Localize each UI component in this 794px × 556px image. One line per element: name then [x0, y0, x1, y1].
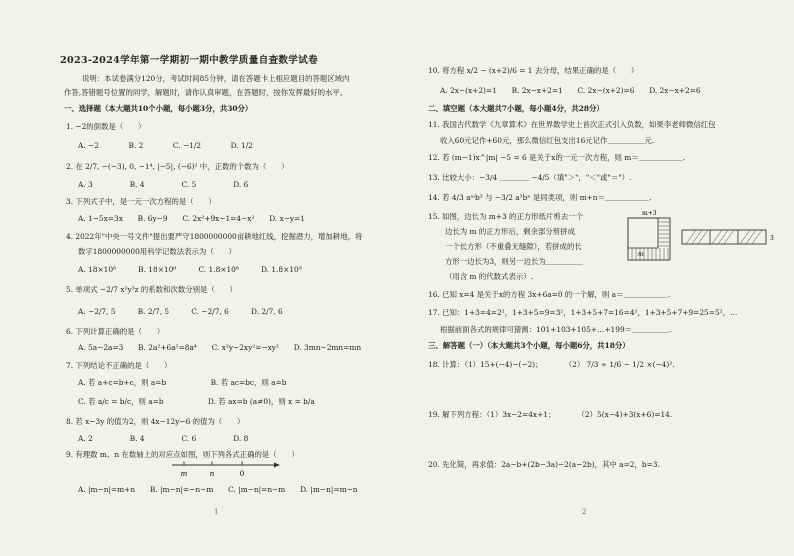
question-5-options: A. −2/7, 5 B. 2/7, 5 C. −2/7, 6 D. 2/7, 6 — [78, 307, 283, 316]
figure-label-m-plus-3: m+3 — [642, 210, 657, 217]
section-heading-fill: 二、填空题（本大题共7小题，每小题4分，共28分） — [428, 104, 604, 113]
question-11-line-2: 收入60元记作+60元，那么微信红包支出16元记作＿＿＿＿＿元. — [440, 136, 655, 145]
question-4-line-2: 数字1800000000用科学记数法表示为（ ） — [78, 247, 236, 256]
question-10: 10. 将方程 x/2 − (x+2)/6 = 1 去分母，结果正确的是（ ） — [428, 66, 639, 75]
question-19: 19. 解下列方程：（1）3x−2=4x+1； （2）5(x−4)+3(x+6)=14. — [428, 410, 673, 419]
question-3-options: A. 1−5x=3x B. 6y−9 C. 2x²+9x−1=4−x² D. x−y=1 — [78, 214, 305, 223]
figure-label-3: 3 — [770, 235, 774, 242]
question-8-options: A. 2 B. 4 C. 6 D. 8 — [78, 434, 249, 443]
question-10-options: A. 2x−(x+2)=1 B. 2x−x+2=1 C. 2x−(x+2)=6 D. 2x−x+2=6 — [440, 86, 701, 95]
page-number-1: 1 — [214, 508, 219, 516]
question-1: 1. −2的倒数是（ ） — [66, 122, 146, 131]
question-9: 9. 有理数 m、n 在数轴上的对应点如图，则下列各式正确的是（ ） — [66, 450, 299, 459]
question-11-line-1: 11. 我国古代数学《九章算术》在世界数学史上首次正式引入负数，如果李老师微信红包 — [428, 120, 716, 129]
question-16: 16. 已知 x=4 是关于x的方程 3x+6a=0 的一个解，则 a＝＿＿＿＿＿＿. — [428, 290, 671, 299]
figure-label-m: m — [638, 251, 644, 258]
question-5: 5. 单项式 −2/7 x²y³z 的系数和次数分别是（ ） — [66, 285, 237, 294]
question-15-line-1: 15. 如图，边长为 m+3 的正方形纸片剪去一个 — [428, 212, 583, 221]
question-9-options: A. |m−n|=m+n B. |m−n|=−n−m C. |m−n|=n−m D. |m−n|=m−n — [78, 485, 358, 494]
question-18: 18. 计算：（1）15+(−4)−(−2)； （2） 7/3 ÷ 1/6 − 1/2 ×(−4)². — [428, 360, 675, 369]
question-12: 12. 若 (m−1)x^|m| −5 = 6 是关于x的一元一次方程，则 m＝＿＿＿＿＿＿. — [428, 153, 686, 162]
question-15-line-3: 一个长方形（不重叠无缝隙），若拼成的长 — [445, 242, 582, 251]
question-13: 13. 比较大小：−3/4 ＿＿＿＿ −4/5（填"＞"，"＜"或"＝"）. — [428, 173, 632, 182]
question-17-line-2: 根据前面各式的规律可猜测：101+103+105+…+199＝＿＿＿＿＿. — [440, 325, 672, 334]
question-3: 3. 下列式子中，是一元一次方程的是（ ） — [66, 197, 216, 206]
square-cut-figure — [620, 208, 780, 263]
question-15-line-4: 方形一边长为3，则另一边长为＿＿＿＿＿ — [445, 257, 583, 266]
question-7: 7. 下列结论不正确的是（ ） — [66, 361, 172, 370]
question-1-options: A. −2 B. 2 C. −1/2 D. 1/2 — [78, 141, 253, 150]
intro-line-1: 说明：本试卷满分120分，考试时间85分钟，请在答题卡上相应题目的答题区域内 — [82, 74, 350, 83]
section-heading-choice: 一、选择题（本大题共10个小题，每小题3分，共30分） — [64, 104, 253, 113]
question-2: 2. 在 2/7, −(−3), 0, −1⁴, |−5|, (−6)² 中，正数的个数为（ ） — [66, 162, 289, 171]
number-line-label-m: m — [180, 470, 188, 478]
question-7-options-ab: A. 若 a+c=b+c，则 a=b B. 若 ac=bc，则 a=b — [78, 378, 287, 387]
question-14: 14. 若 4/3 aᵐb³ 与 −3/2 a³bⁿ 是同类项，则 m+n＝＿＿＿＿＿＿. — [428, 193, 652, 202]
question-8: 8. 若 x−3y 的值为2，则 4x−12y−6 的值为（ ） — [66, 417, 245, 426]
question-15-line-2: 边长为 m 的正方形后，剩余部分剪拼成 — [445, 227, 575, 236]
question-4-line-1: 4. 2022年"中央一号文件"提出要严守1800000000亩耕地红线，挖掘潜力，增加耕地，将 — [66, 232, 363, 241]
number-line-label-n: n — [209, 470, 215, 478]
number-line-label-0: 0 — [239, 470, 245, 478]
question-20: 20. 先化简，再求值：2a−b+(2b−3a)−2(a−2b)，其中 a=2，b=3. — [428, 460, 660, 469]
question-6-options: A. 5a−2a=3 B. 2a²+6a²=8a⁴ C. x²y−2xy²=−xy² D. 3mn−2mn=mn — [78, 343, 362, 352]
question-7-options-cd: C. 若 a/c = b/c，则 a=b D. 若 ax=b (a≠0)，则 x = b/a — [78, 397, 315, 406]
section-heading-solve: 三、解答题（一）（本大题共3个小题，每小题6分，共18分） — [428, 341, 630, 350]
page-number-2: 2 — [582, 508, 587, 516]
question-17-line-1: 17. 已知：1+3=4=2²，1+3+5=9=3²，1+3+5+7=16=4²，1+3+5+7+9=25=5²，… — [428, 308, 738, 317]
question-4-options: A. 18×10⁸ B. 18×10⁸ C. 1.8×10⁸ D. 1.8×10⁹ — [78, 265, 302, 274]
exam-title: 2023-2024学年第一学期初一期中教学质量自查数学试卷 — [60, 55, 318, 66]
question-15-line-5: （用含 m 的代数式表示）. — [445, 272, 533, 281]
intro-line-2: 作答,答错题号位置的同学，解题时，请你认真审题，在答题时，按你发挥最好的水平。 — [64, 88, 348, 97]
question-6: 6. 下列计算正确的是（ ） — [66, 327, 165, 336]
question-2-options: A. 3 B. 4 C. 5 D. 6 — [78, 180, 249, 189]
